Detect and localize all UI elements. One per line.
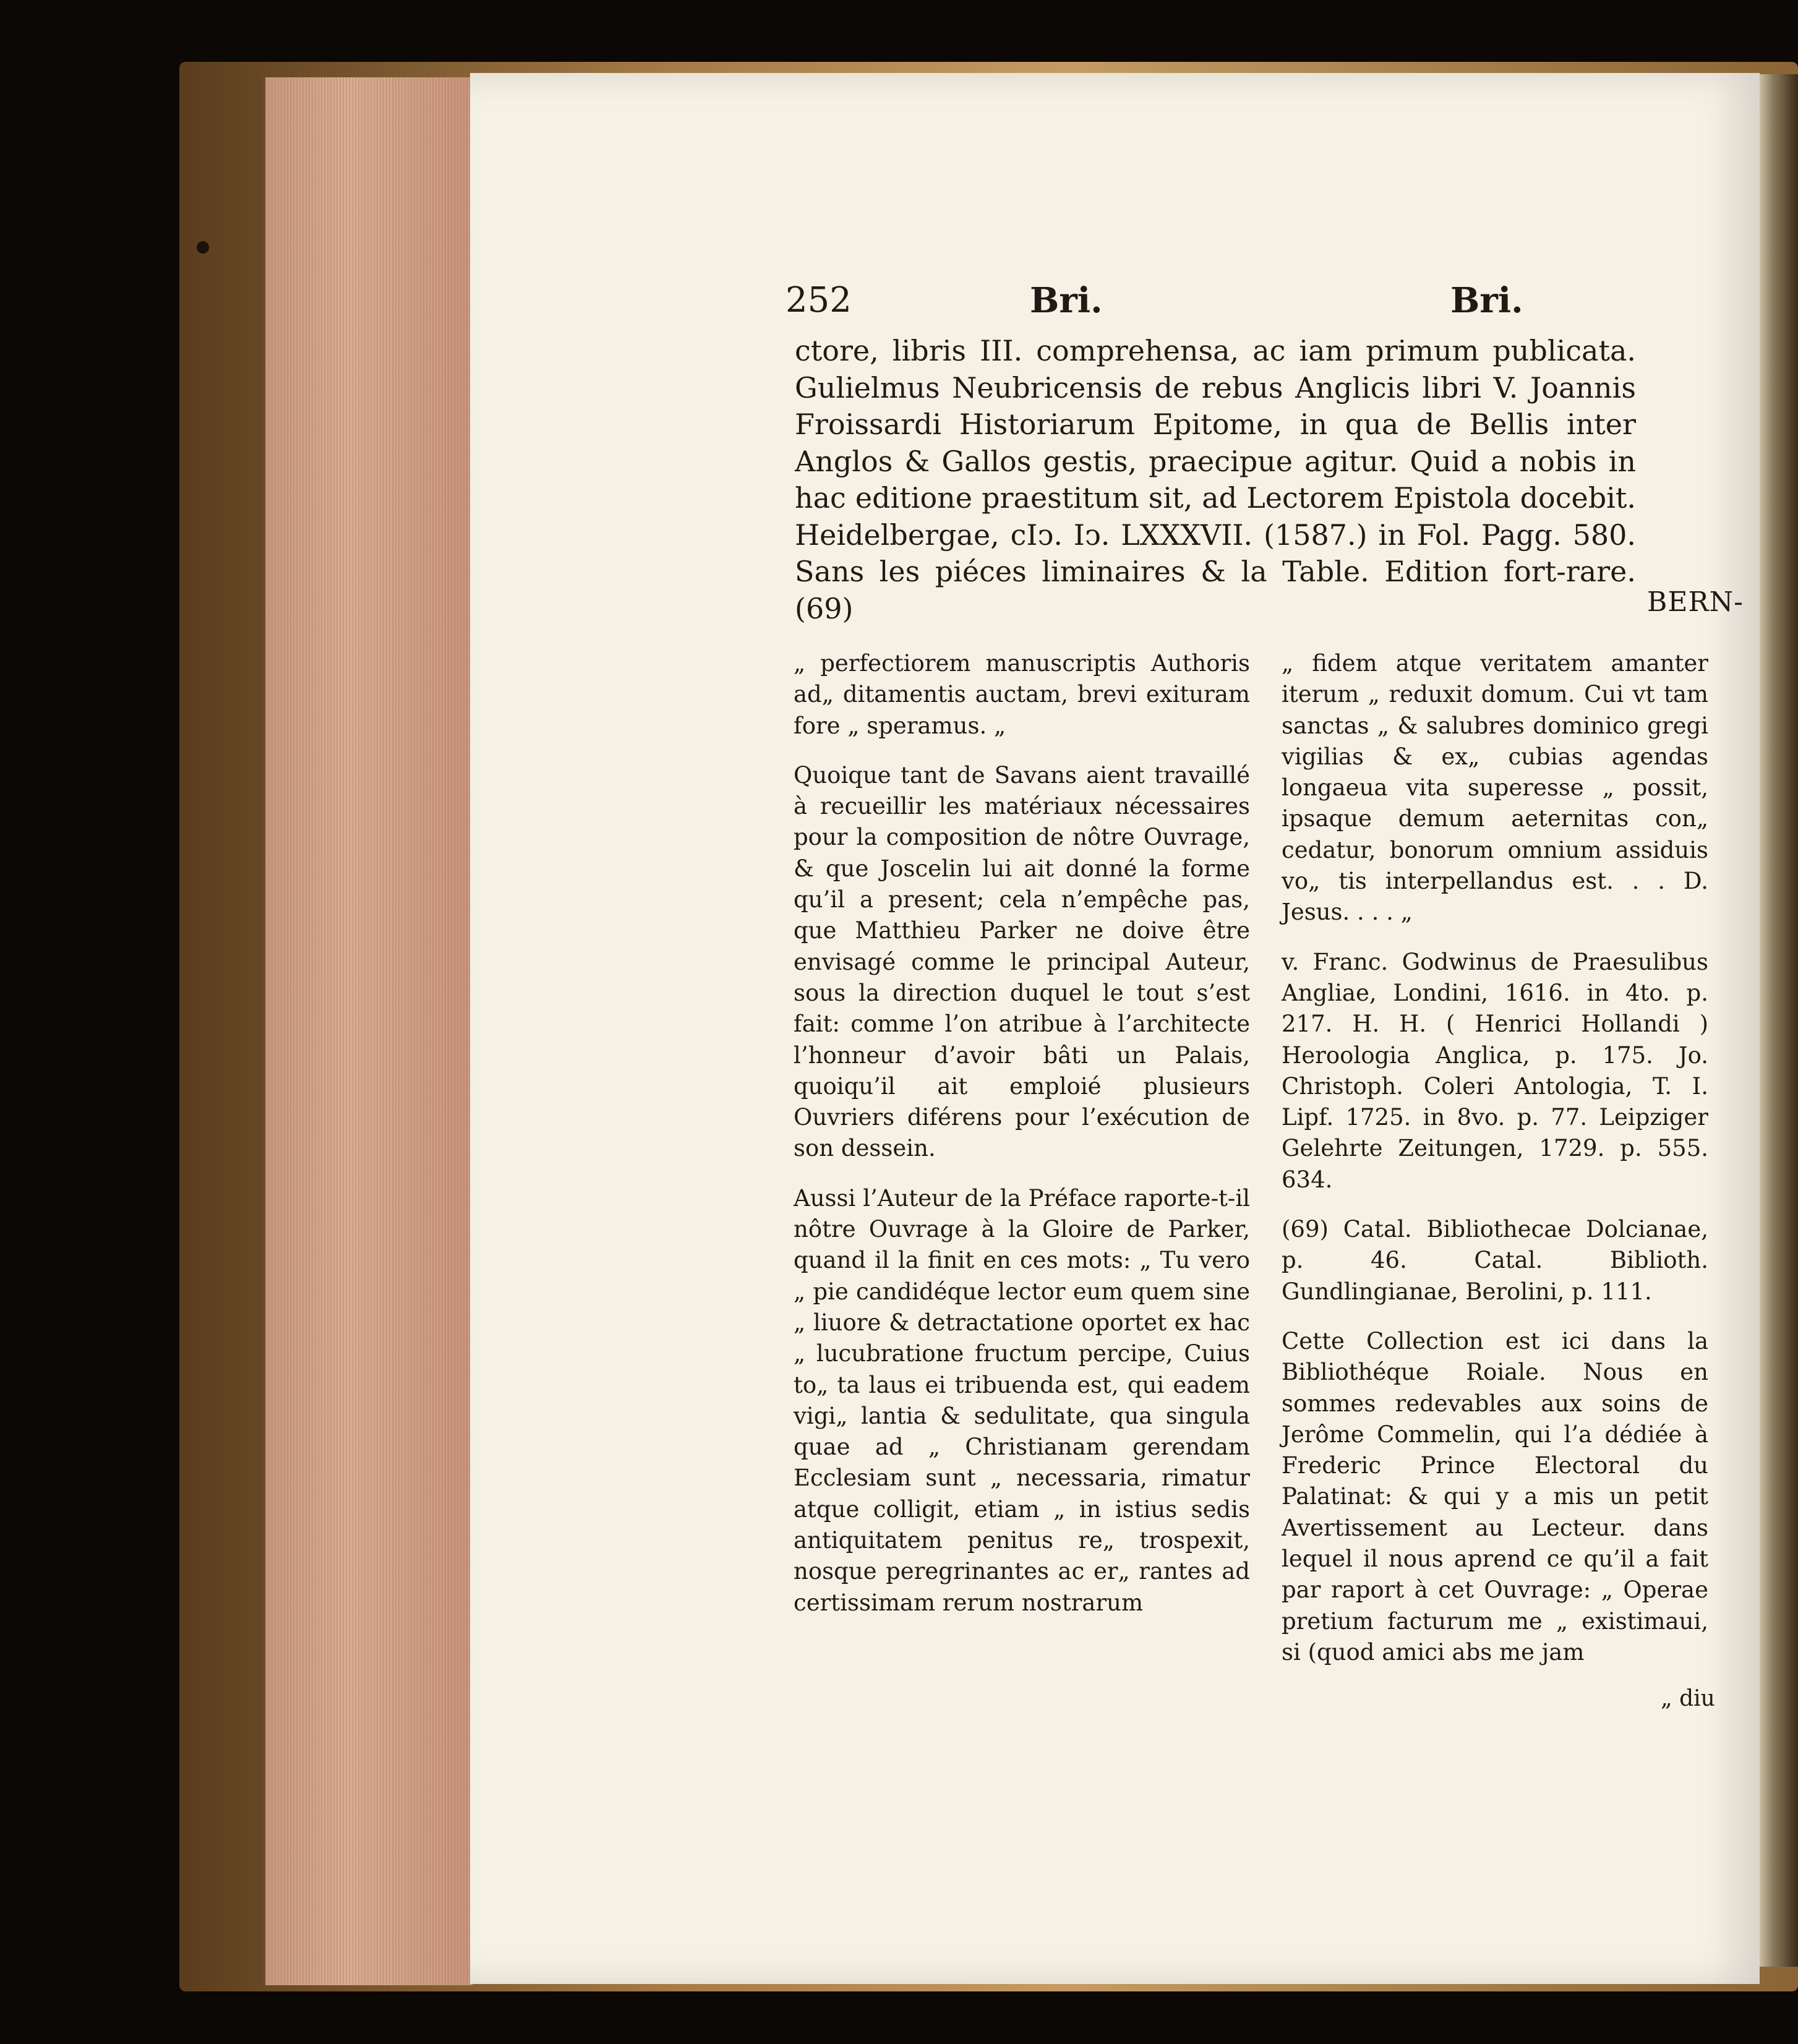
right-column <box>1282 648 1708 1668</box>
book-page <box>470 73 1760 1984</box>
quote-end: „ perfectiorem manuscriptis Authoris ad„ ditamentis auctam, brevi exituram fore „ speramus. „ <box>794 650 1250 739</box>
catchword-top: BERN- <box>1647 586 1744 618</box>
quote-continuation: „ fidem atque veritatem amanter iterum „ reduxit domum. Cui vt tam sanctas „ & salubres dominico gregi vigilias & ex„ cubias agendas longaeua vita superesse „ possit, ipsaque demum aeternitas con„ cedatur, bonorum omnium assiduis vo„ tis interpellandus est. . . D. Jesus. . . . „ <box>1282 650 1708 926</box>
page-number: 252 <box>786 280 852 320</box>
references: v. Franc. Godwinus de Praesulibus Angliae, Londini, 1616. in 4to. p. 217. H. H. ( Henrici Hollandi ) Heroologia Anglica, p. 175. Jo. Christoph. Coleri Antologia, T. I. Lipf. 1725. in 8vo. p. 77. Leipziger Gelehrte Zeitungen, 1729. p. 555. 634. <box>1282 948 1708 1193</box>
collection-paragraph: Cette Collection est ici dans la Bibliothéque Roiale. Nous en sommes redevables aux soins de Jerôme Commelin, qui l’a dédiée à Frederic Prince Electoral du Palatinat: & qui y a mis un petit Avertissement au Lecteur. dans lequel il nous aprend ce qu’il a fait par raport à cet Ouvrage: „ Operae pretium facturum me „ existimaui, si (quod amici abs me jam <box>1282 1327 1708 1666</box>
page-edges <box>263 77 473 1985</box>
catchword-bottom: „ diu <box>1661 1686 1715 1711</box>
top-paragraph-block <box>795 333 1636 627</box>
binding-hole <box>197 241 209 254</box>
running-head-left: Bri. <box>1030 280 1103 321</box>
paragraph-1: Quoique tant de Savans aient travaillé à recueillir les matériaux nécessaires pour la composition de nôtre Ouvrage, & que Joscelin lui ait donné la forme qu’il a present; cela n’empêche pas, que Matthieu Parker ne doive être envisagé comme le principal Auteur, sous la direction duquel le tout s’est fait: comme l’on atribue à l’architecte l’honneur d’avoir bâti un Palais, quoiqu’il ait emploié plusieurs Ouvriers diférens pour l’exécution de son dessein. <box>794 761 1250 1162</box>
running-head-right: Bri. <box>1450 280 1523 321</box>
paragraph-2: Aussi l’Auteur de la Préface raporte-t-il nôtre Ouvrage à la Gloire de Parker, quand il la finit en ces mots: „ Tu vero „ pie candidéque lector eum quem sine „ liuore & detractatione oportet ex hac „ lucubratione fructum percipe, Cuius to„ ta laus ei tribuenda est, qui eadem vigi„ lantia & sedulitate, qua singula quae ad „ Christianam gerendam Ecclesiam sunt „ necessaria, rimatur atque colligit, etiam „ in istius sedis antiquitatem penitus re„ trospexit, nosque peregrinantes ac er„ rantes ad certissimam rerum nostrarum <box>794 1184 1250 1616</box>
footnote: (69) Catal. Bibliothecae Dolcianae, p. 46. Catal. Biblioth. Gundlingianae, Berolini, p. 111. <box>1282 1216 1708 1305</box>
top-paragraph: ctore, libris III. comprehensa, ac iam primum publicata. Gulielmus Neubricensis de rebus Anglicis libri V. Joannis Froissardi Historiarum Epitome, in qua de Bellis inter Anglos & Gallos gestis, praecipue agitur. Quid a nobis in hac editione praestitum sit, ad Lectorem Epistola docebit. Heidelbergae, cIↄ. Iↄ. LXXXVII. (1587.) in Fol. Pagg. 580. Sans les piéces liminaires & la Table. Edition fort-rare. (69) <box>795 334 1636 625</box>
left-column <box>794 648 1250 1619</box>
facing-page-edge <box>1757 74 1798 1967</box>
